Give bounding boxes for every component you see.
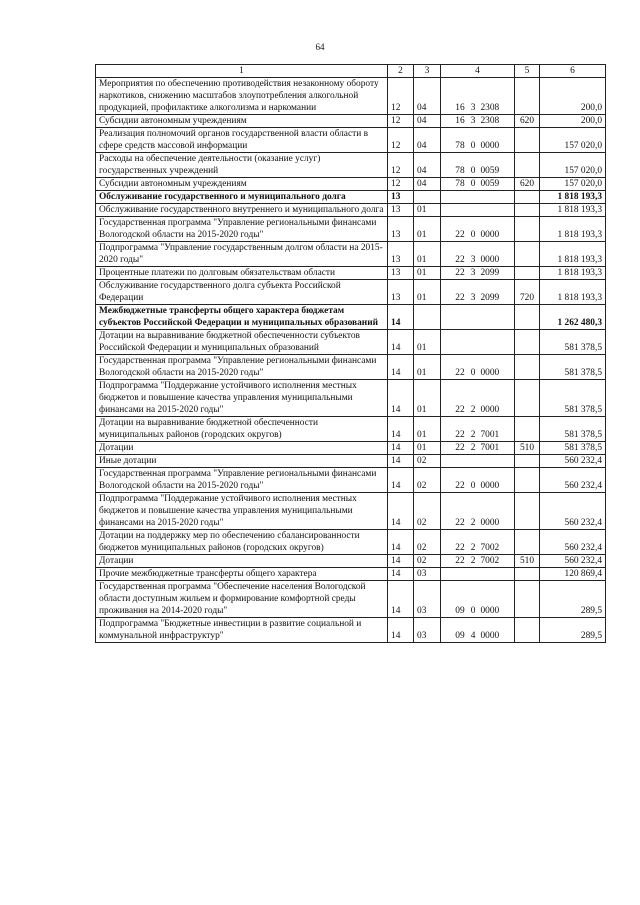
subprogram-code: 4 xyxy=(470,631,476,641)
amount-cell: 1 818 193,3 xyxy=(540,204,606,217)
subsection-code-cell: 02 xyxy=(414,468,441,493)
program-code: 22 xyxy=(455,405,465,415)
section-code-cell: 13 xyxy=(388,191,414,204)
item-name-cell: Расходы на обеспечение деятельности (оказание услуг) государственных учреждений xyxy=(96,153,388,178)
target-article-cell xyxy=(441,305,515,330)
table-row xyxy=(96,355,606,380)
table-row xyxy=(96,417,606,442)
subsection-code-cell: 04 xyxy=(414,153,441,178)
expense-type-cell xyxy=(515,204,540,217)
subsection-code-cell: 02 xyxy=(414,555,441,568)
subsection-code-cell: 04 xyxy=(414,115,441,128)
table-row xyxy=(96,305,606,330)
table-row xyxy=(96,78,606,115)
table-row xyxy=(96,555,606,568)
target-article-cell xyxy=(441,128,515,153)
subprogram-code: 3 xyxy=(470,116,476,126)
expense-type-cell xyxy=(515,242,540,267)
direction-code: 0000 xyxy=(480,141,500,151)
subsection-code-cell: 02 xyxy=(414,530,441,555)
table-row xyxy=(96,242,606,267)
subprogram-code: 0 xyxy=(470,230,476,240)
subprogram-code: 2 xyxy=(470,443,476,453)
subprogram-code: 3 xyxy=(470,293,476,303)
amount-cell: 120 869,4 xyxy=(540,568,606,581)
item-name-cell: Дотации на выравнивание бюджетной обеспеченности субъектов Российской Федерации и муниципальных образований xyxy=(96,330,388,355)
target-article-cell xyxy=(441,78,515,115)
program-code: 22 xyxy=(455,481,465,491)
subsection-code-cell xyxy=(414,191,441,204)
subprogram-code: 0 xyxy=(470,141,476,151)
direction-code: 0000 xyxy=(480,255,500,265)
table-body xyxy=(96,78,606,643)
section-code-cell: 14 xyxy=(388,355,414,380)
target-article-cell xyxy=(441,115,515,128)
section-code-cell: 12 xyxy=(388,178,414,191)
expense-type-cell xyxy=(515,493,540,530)
subsection-code-cell: 04 xyxy=(414,78,441,115)
section-code-cell: 14 xyxy=(388,330,414,355)
program-code: 22 xyxy=(455,543,465,553)
subprogram-code: 3 xyxy=(470,255,476,265)
amount-cell: 289,5 xyxy=(540,581,606,618)
target-article-cell xyxy=(441,380,515,417)
subsection-code-cell: 01 xyxy=(414,267,441,280)
program-code: 22 xyxy=(455,293,465,303)
table-row xyxy=(96,568,606,581)
direction-code: 0000 xyxy=(480,230,500,240)
program-code: 22 xyxy=(455,255,465,265)
amount-cell: 1 818 193,3 xyxy=(540,267,606,280)
direction-code: 0059 xyxy=(480,179,500,189)
amount-cell: 1 818 193,3 xyxy=(540,191,606,204)
program-code: 09 xyxy=(455,631,465,641)
direction-code: 2099 xyxy=(480,268,500,278)
subprogram-code: 3 xyxy=(470,268,476,278)
subsection-code-cell: 01 xyxy=(414,330,441,355)
item-name-cell: Мероприятия по обеспечению противодействия незаконному обороту наркотиков, снижению масштабов злоупотребления алкогольной продукцией, профилактике алкоголизма и наркомании xyxy=(96,78,388,115)
expense-type-cell xyxy=(515,618,540,643)
section-code-cell: 14 xyxy=(388,442,414,455)
table-row xyxy=(96,217,606,242)
subprogram-code: 0 xyxy=(470,179,476,189)
direction-code: 2308 xyxy=(480,116,500,126)
item-name-cell: Обслуживание государственного и муниципального долга xyxy=(96,191,388,204)
amount-cell: 1 818 193,3 xyxy=(540,242,606,267)
section-code-cell: 14 xyxy=(388,555,414,568)
section-code-cell: 14 xyxy=(388,493,414,530)
subsection-code-cell: 03 xyxy=(414,568,441,581)
item-name-cell: Подпрограмма "Бюджетные инвестиции в развитие социальной и коммунальной инфраструктур" xyxy=(96,618,388,643)
table-row xyxy=(96,115,606,128)
amount-cell: 560 232,4 xyxy=(540,455,606,468)
section-code-cell: 14 xyxy=(388,530,414,555)
program-code: 22 xyxy=(455,430,465,440)
subsection-code-cell: 04 xyxy=(414,178,441,191)
table-row xyxy=(96,153,606,178)
program-code: 22 xyxy=(455,443,465,453)
target-article-cell xyxy=(441,455,515,468)
expense-type-cell xyxy=(515,78,540,115)
item-name-cell: Государственная программа "Управление региональными финансами Вологодской области на 2015-2020 годы" xyxy=(96,217,388,242)
subsection-code-cell: 01 xyxy=(414,355,441,380)
section-code-cell: 14 xyxy=(388,380,414,417)
subprogram-code: 3 xyxy=(470,103,476,113)
header-cell: 2 xyxy=(388,65,414,78)
subsection-code-cell: 01 xyxy=(414,442,441,455)
page-number: 64 xyxy=(315,42,325,52)
subsection-code-cell: 01 xyxy=(414,417,441,442)
table-row xyxy=(96,380,606,417)
direction-code: 0000 xyxy=(480,606,500,616)
amount-cell: 581 378,5 xyxy=(540,380,606,417)
section-code-cell: 14 xyxy=(388,417,414,442)
expense-type-cell: 510 xyxy=(515,442,540,455)
table-row xyxy=(96,204,606,217)
expense-type-cell xyxy=(515,267,540,280)
subprogram-code: 2 xyxy=(470,405,476,415)
header-cell: 5 xyxy=(515,65,540,78)
item-name-cell: Подпрограмма "Поддержание устойчивого исполнения местных бюджетов и повышение качества управления муниципальными финансами на 2015-2020 годы" xyxy=(96,493,388,530)
amount-cell: 581 378,5 xyxy=(540,442,606,455)
direction-code: 7001 xyxy=(480,443,500,453)
subsection-code-cell: 02 xyxy=(414,455,441,468)
target-article-cell xyxy=(441,468,515,493)
direction-code: 0000 xyxy=(480,368,500,378)
expense-type-cell: 620 xyxy=(515,115,540,128)
header-cell: 3 xyxy=(414,65,441,78)
amount-cell: 560 232,4 xyxy=(540,530,606,555)
expense-type-cell: 510 xyxy=(515,555,540,568)
amount-cell: 581 378,5 xyxy=(540,330,606,355)
target-article-cell xyxy=(441,581,515,618)
target-article-cell xyxy=(441,493,515,530)
item-name-cell: Процентные платежи по долговым обязательствам области xyxy=(96,267,388,280)
amount-cell: 200,0 xyxy=(540,115,606,128)
amount-cell: 581 378,5 xyxy=(540,417,606,442)
item-name-cell: Иные дотации xyxy=(96,455,388,468)
item-name-cell: Субсидии автономным учреждениям xyxy=(96,178,388,191)
program-code: 78 xyxy=(455,179,465,189)
program-code: 78 xyxy=(455,166,465,176)
direction-code: 0000 xyxy=(480,631,500,641)
expense-type-cell xyxy=(515,355,540,380)
subsection-code-cell: 04 xyxy=(414,128,441,153)
subsection-code-cell xyxy=(414,305,441,330)
item-name-cell: Обслуживание государственного долга субъекта Российской Федерации xyxy=(96,280,388,305)
target-article-cell xyxy=(441,568,515,581)
target-article-cell xyxy=(441,191,515,204)
section-code-cell: 13 xyxy=(388,242,414,267)
program-code: 78 xyxy=(455,141,465,151)
section-code-cell: 14 xyxy=(388,305,414,330)
subprogram-code: 2 xyxy=(470,543,476,553)
table-row xyxy=(96,530,606,555)
item-name-cell: Субсидии автономным учреждениям xyxy=(96,115,388,128)
program-code: 22 xyxy=(455,230,465,240)
program-code: 22 xyxy=(455,268,465,278)
target-article-cell xyxy=(441,355,515,380)
table-row xyxy=(96,267,606,280)
subsection-code-cell: 03 xyxy=(414,581,441,618)
table-row xyxy=(96,455,606,468)
table-row xyxy=(96,493,606,530)
section-code-cell: 14 xyxy=(388,618,414,643)
subsection-code-cell: 02 xyxy=(414,493,441,530)
target-article-cell xyxy=(441,267,515,280)
program-code: 22 xyxy=(455,518,465,528)
section-code-cell: 14 xyxy=(388,455,414,468)
table-row xyxy=(96,442,606,455)
table-row xyxy=(96,468,606,493)
amount-cell: 560 232,4 xyxy=(540,493,606,530)
program-code: 09 xyxy=(455,606,465,616)
amount-cell: 1 818 193,3 xyxy=(540,280,606,305)
target-article-cell xyxy=(441,204,515,217)
expense-type-cell: 620 xyxy=(515,178,540,191)
subprogram-code: 0 xyxy=(470,481,476,491)
header-row xyxy=(96,65,606,78)
subsection-code-cell: 01 xyxy=(414,204,441,217)
amount-cell: 1 262 480,3 xyxy=(540,305,606,330)
subprogram-code: 0 xyxy=(470,368,476,378)
subprogram-code: 2 xyxy=(470,430,476,440)
section-code-cell: 14 xyxy=(388,581,414,618)
amount-cell: 157 020,0 xyxy=(540,128,606,153)
expense-type-cell xyxy=(515,380,540,417)
section-code-cell: 12 xyxy=(388,115,414,128)
item-name-cell: Государственная программа "Управление региональными финансами Вологодской области на 2015-2020 годы" xyxy=(96,468,388,493)
target-article-cell xyxy=(441,242,515,267)
section-code-cell: 13 xyxy=(388,217,414,242)
subsection-code-cell: 01 xyxy=(414,380,441,417)
target-article-cell xyxy=(441,417,515,442)
section-code-cell: 12 xyxy=(388,153,414,178)
program-code: 22 xyxy=(455,368,465,378)
budget-table xyxy=(95,64,606,643)
expense-type-cell xyxy=(515,217,540,242)
expense-type-cell: 720 xyxy=(515,280,540,305)
subsection-code-cell: 03 xyxy=(414,618,441,643)
expense-type-cell xyxy=(515,191,540,204)
section-code-cell: 13 xyxy=(388,204,414,217)
item-name-cell: Дотации на поддержку мер по обеспечению сбалансированности бюджетов муниципальных районов (городских округов) xyxy=(96,530,388,555)
expense-type-cell xyxy=(515,455,540,468)
item-name-cell: Реализация полномочий органов государственной власти области в сфере средств массовой информации xyxy=(96,128,388,153)
direction-code: 7001 xyxy=(480,430,500,440)
expense-type-cell xyxy=(515,153,540,178)
amount-cell: 157 020,0 xyxy=(540,153,606,178)
amount-cell: 560 232,4 xyxy=(540,468,606,493)
section-code-cell: 14 xyxy=(388,468,414,493)
item-name-cell: Подпрограмма "Поддержание устойчивого исполнения местных бюджетов и повышение качества управления муниципальными финансами на 2015-2020 годы" xyxy=(96,380,388,417)
item-name-cell: Дотации xyxy=(96,442,388,455)
direction-code: 2308 xyxy=(480,103,500,113)
subsection-code-cell: 01 xyxy=(414,242,441,267)
expense-type-cell xyxy=(515,530,540,555)
section-code-cell: 13 xyxy=(388,267,414,280)
section-code-cell: 12 xyxy=(388,78,414,115)
subsection-code-cell: 01 xyxy=(414,280,441,305)
amount-cell: 581 378,5 xyxy=(540,355,606,380)
target-article-cell xyxy=(441,217,515,242)
expense-type-cell xyxy=(515,417,540,442)
header-cell: 6 xyxy=(540,65,606,78)
table-row xyxy=(96,191,606,204)
subprogram-code: 0 xyxy=(470,166,476,176)
expense-type-cell xyxy=(515,305,540,330)
target-article-cell xyxy=(441,442,515,455)
table-row xyxy=(96,178,606,191)
item-name-cell: Прочие межбюджетные трансферты общего характера xyxy=(96,568,388,581)
direction-code: 7002 xyxy=(480,556,500,566)
target-article-cell xyxy=(441,330,515,355)
expense-type-cell xyxy=(515,330,540,355)
direction-code: 2099 xyxy=(480,293,500,303)
item-name-cell: Обслуживание государственного внутреннего и муниципального долга xyxy=(96,204,388,217)
section-code-cell: 14 xyxy=(388,568,414,581)
program-code: 16 xyxy=(455,103,465,113)
amount-cell: 1 818 193,3 xyxy=(540,217,606,242)
subprogram-code: 0 xyxy=(470,606,476,616)
table-row xyxy=(96,581,606,618)
amount-cell: 200,0 xyxy=(540,78,606,115)
table-row xyxy=(96,280,606,305)
section-code-cell: 12 xyxy=(388,128,414,153)
header-cell: 4 xyxy=(441,65,515,78)
direction-code: 7002 xyxy=(480,543,500,553)
item-name-cell: Межбюджетные трансферты общего характера бюджетам субъектов Российской Федерации и муниципальных образований xyxy=(96,305,388,330)
target-article-cell xyxy=(441,530,515,555)
direction-code: 0000 xyxy=(480,518,500,528)
amount-cell: 289,5 xyxy=(540,618,606,643)
section-code-cell: 13 xyxy=(388,280,414,305)
table-row xyxy=(96,330,606,355)
target-article-cell xyxy=(441,280,515,305)
direction-code: 0059 xyxy=(480,166,500,176)
program-code: 16 xyxy=(455,116,465,126)
item-name-cell: Государственная программа "Обеспечение населения Вологодской области доступным жильем и формирование комфортной среды проживания на 2014-2020 годы" xyxy=(96,581,388,618)
subsection-code-cell: 01 xyxy=(414,217,441,242)
expense-type-cell xyxy=(515,581,540,618)
direction-code: 0000 xyxy=(480,481,500,491)
target-article-cell xyxy=(441,618,515,643)
table-row xyxy=(96,618,606,643)
program-code: 22 xyxy=(455,556,465,566)
item-name-cell: Дотации xyxy=(96,555,388,568)
subprogram-code: 2 xyxy=(470,556,476,566)
expense-type-cell xyxy=(515,468,540,493)
direction-code: 0000 xyxy=(480,405,500,415)
amount-cell: 560 232,4 xyxy=(540,555,606,568)
subprogram-code: 2 xyxy=(470,518,476,528)
target-article-cell xyxy=(441,153,515,178)
table-row xyxy=(96,128,606,153)
amount-cell: 157 020,0 xyxy=(540,178,606,191)
target-article-cell xyxy=(441,555,515,568)
item-name-cell: Дотации на выравнивание бюджетной обеспеченности муниципальных районов (городских округов) xyxy=(96,417,388,442)
header-cell: 1 xyxy=(96,65,388,78)
item-name-cell: Государственная программа "Управление региональными финансами Вологодской области на 2015-2020 годы" xyxy=(96,355,388,380)
expense-type-cell xyxy=(515,128,540,153)
item-name-cell: Подпрограмма "Управление государственным долгом области на 2015-2020 годы" xyxy=(96,242,388,267)
expense-type-cell xyxy=(515,568,540,581)
target-article-cell xyxy=(441,178,515,191)
